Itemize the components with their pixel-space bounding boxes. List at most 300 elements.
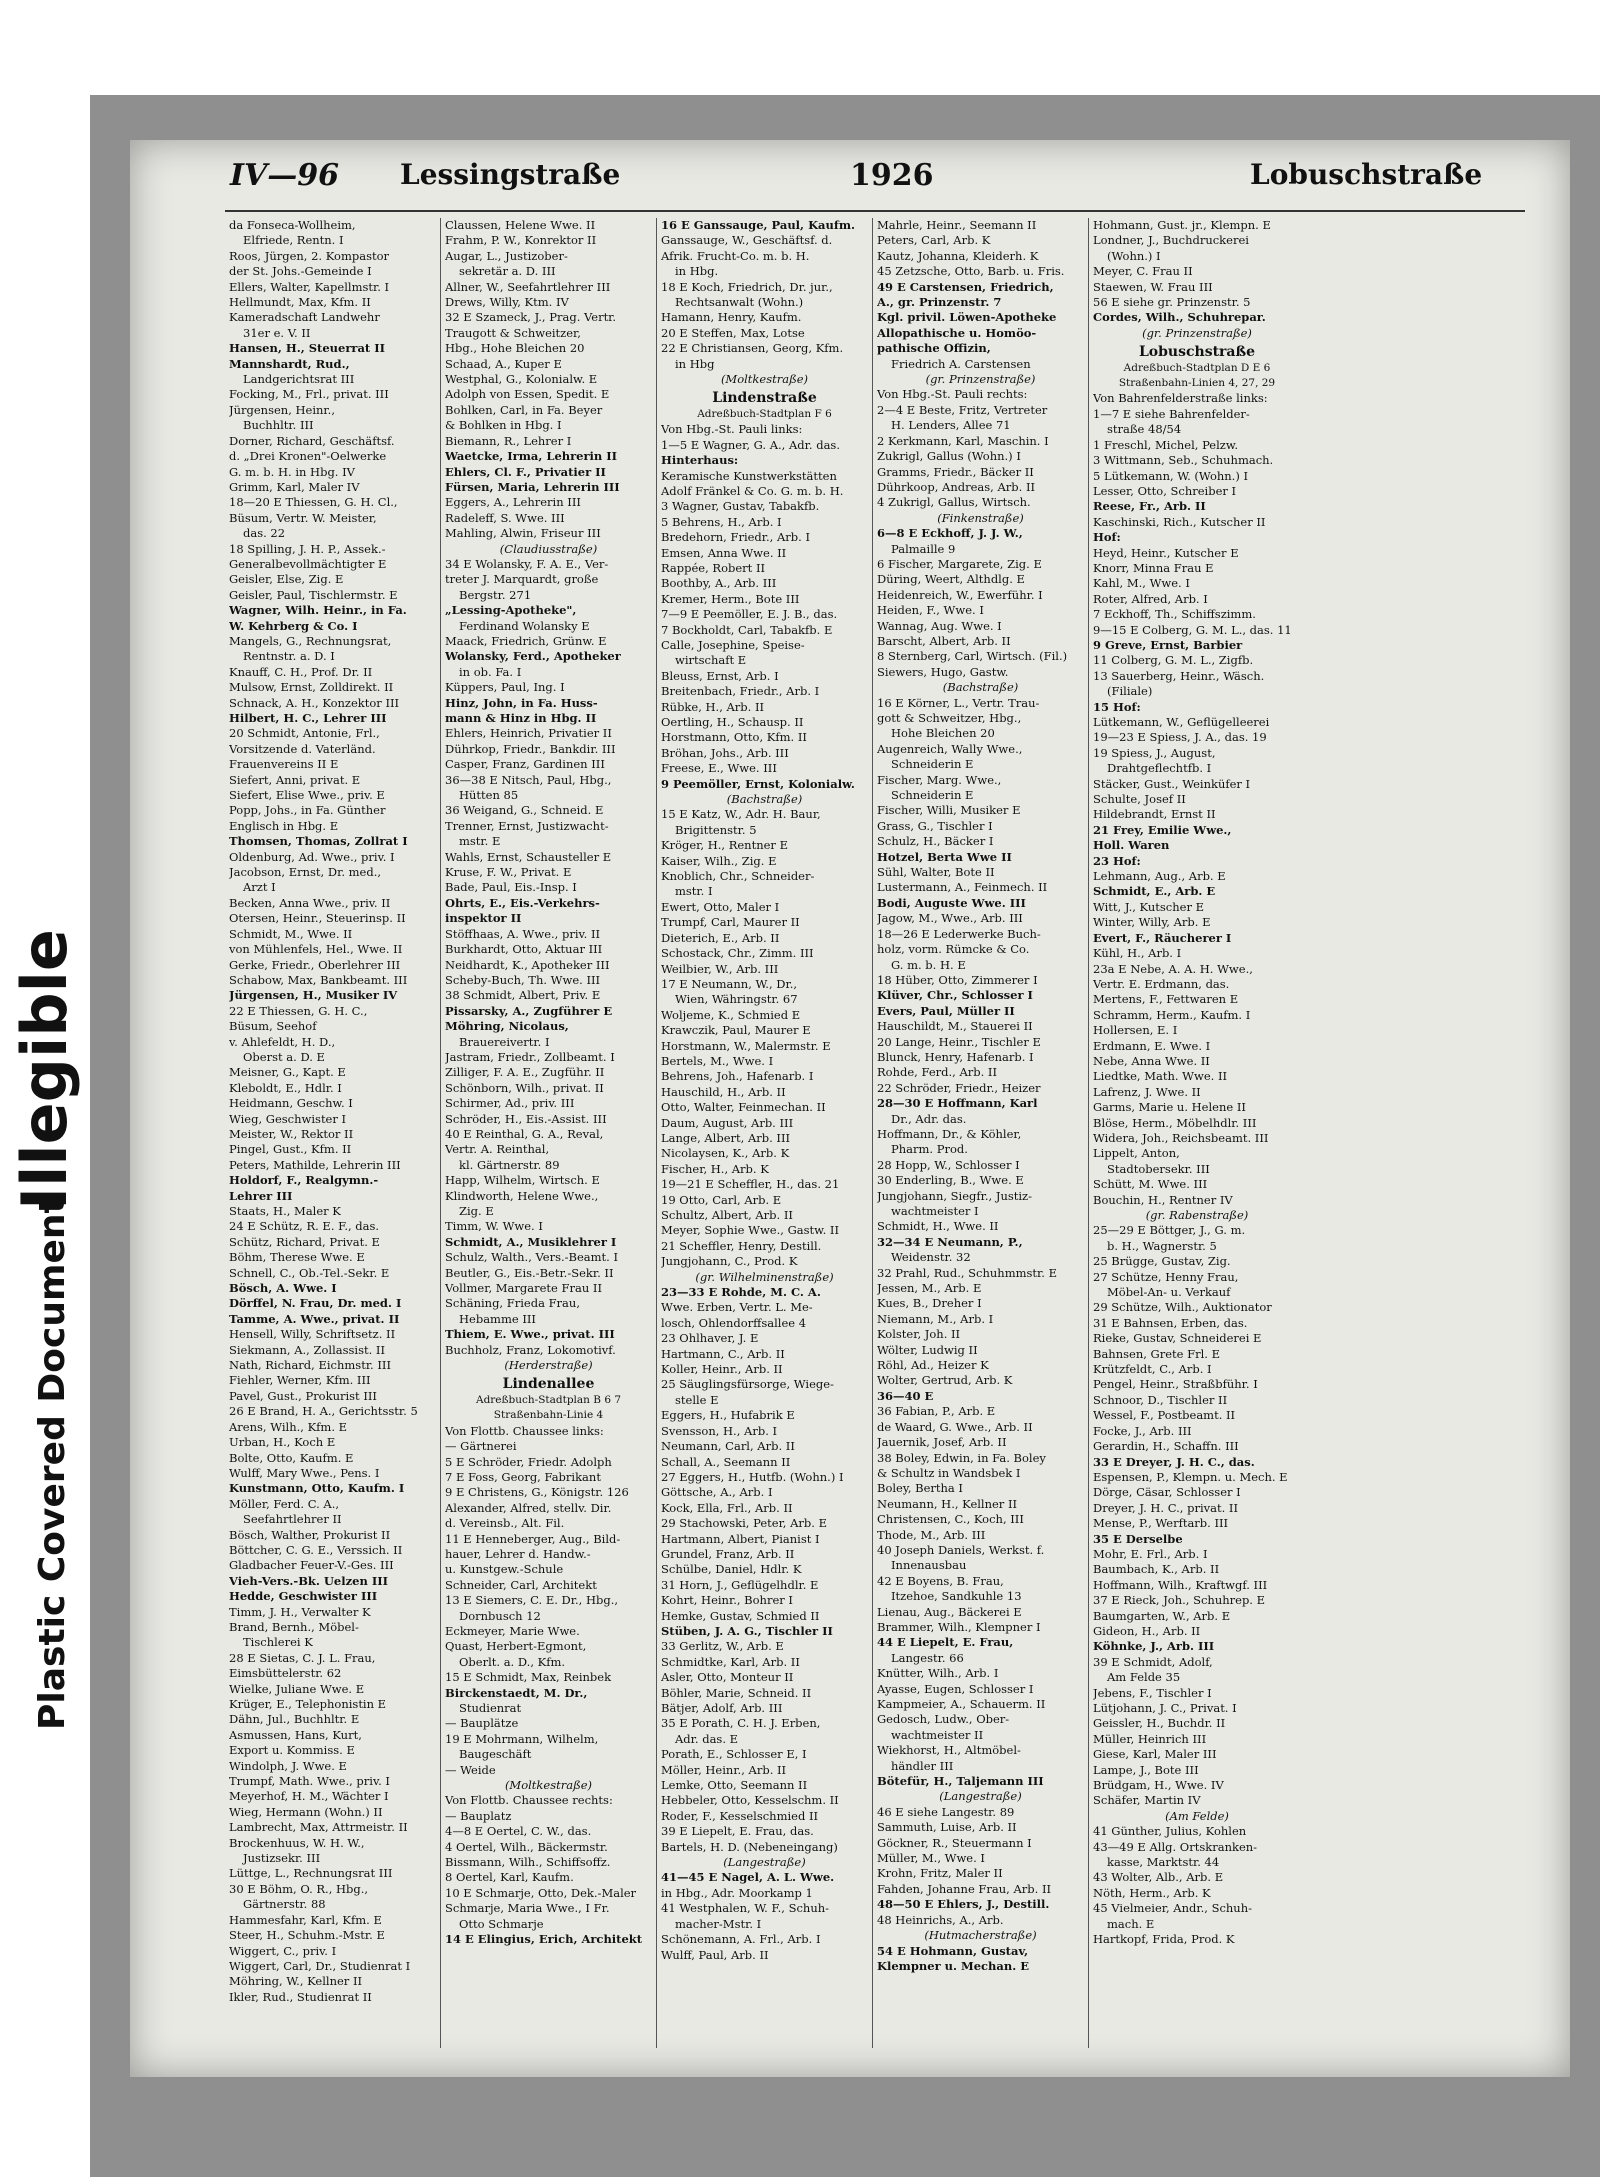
directory-entry: 7—9 E Peemöller, E. J. B., das.: [661, 607, 838, 622]
directory-entry: Ehlers, Heinrich, Privatier II: [445, 726, 612, 741]
directory-entry: Gramms, Friedr., Bäcker II: [877, 464, 1034, 479]
directory-entry: Vertr. A. Reinthal,: [445, 1142, 550, 1157]
directory-entry: Schneider, Carl, Architekt: [445, 1577, 597, 1592]
directory-entry: Bergstr. 271: [459, 587, 532, 602]
directory-entry: 25 Säuglingsfürsorge, Wiege-: [661, 1377, 834, 1392]
directory-entry: Hensell, Willy, Schriftsetz. II: [229, 1327, 396, 1342]
directory-entry: Woljeme, K., Schmied E: [661, 1007, 801, 1022]
directory-entry: Bätjer, Adolf, Arb. III: [661, 1701, 783, 1715]
directory-entry: Hbg., Hohe Bleichen 20: [445, 341, 585, 356]
directory-entry: Mense, P., Werftarb. III: [1093, 1516, 1229, 1531]
directory-entry: Adreßbuch-Stadtplan B 6 7: [475, 1393, 622, 1406]
directory-entry: Gerke, Friedr., Oberlehrer III: [229, 957, 401, 972]
directory-entry: Straßenbahn-Linien 4, 27, 29: [1118, 377, 1276, 390]
directory-entry: Wiekhorst, H., Altmöbel-: [877, 1743, 1021, 1758]
directory-entry: Jungjohann, Siegfr., Justiz-: [877, 1188, 1033, 1203]
directory-entry: 23 Ohlhaver, J. E: [661, 1331, 759, 1346]
directory-entry: Kaiser, Wilh., Zig. E: [661, 853, 777, 868]
directory-entry: Reese, Fr., Arb. II: [1093, 499, 1206, 514]
directory-entry: Schramm, Herm., Kaufm. I: [1093, 1007, 1251, 1022]
page-number: IV—96: [230, 158, 340, 193]
directory-entry: 35 E Porath, C. H. J. Erben,: [661, 1716, 821, 1731]
directory-entry: Geissler, H., Buchdr. II: [1093, 1716, 1226, 1731]
directory-entry: Lambrecht, Max, Attrmeistr. II: [229, 1820, 408, 1835]
directory-entry: 19 Spiess, J., August,: [1093, 745, 1216, 760]
directory-entry: Pharm. Prod.: [891, 1142, 968, 1157]
directory-entry: Schönemann, A. Frl., Arb. I: [661, 1932, 821, 1947]
directory-entry: da Fonseca-Wollheim,: [229, 218, 356, 232]
directory-entry: Allner, W., Seefahrtlehrer III: [445, 279, 611, 294]
directory-entry: 23a E Nebe, A. A. H. Wwe.,: [1093, 961, 1253, 976]
directory-entry: 27 Schütze, Henny Frau,: [1093, 1269, 1239, 1284]
directory-entry: pathische Offizin,: [877, 341, 991, 356]
directory-entry: Drews, Willy, Ktm. IV: [445, 295, 569, 310]
page-header: [230, 158, 1490, 206]
directory-entry: Hilbert, H. C., Lehrer III: [229, 711, 387, 725]
directory-entry: Dührkoop, Andreas, Arb. II: [877, 479, 1036, 494]
directory-entry: Boothby, A., Arb. III: [661, 576, 777, 591]
directory-entry: 29 Schütze, Wilh., Auktionator: [1093, 1300, 1272, 1315]
directory-entry: 7 Bockholdt, Carl, Tabakfb. E: [661, 622, 833, 637]
directory-entry: 7 E Foss, Georg, Fabrikant: [445, 1469, 601, 1484]
directory-entry: Hollersen, E. I: [1093, 1023, 1178, 1038]
directory-entry: Barscht, Albert, Arb. II: [877, 633, 1011, 648]
directory-entry: 36 Weigand, G., Schneid. E: [445, 803, 604, 818]
directory-entry: gott & Schweitzer, Hbg.,: [877, 711, 1022, 725]
directory-entry: Schneiderin E: [891, 788, 974, 803]
directory-entry: Adolph von Essen, Spedit. E: [445, 387, 610, 402]
directory-entry: Eggers, A., Lehrerin III: [445, 495, 581, 510]
directory-entry: Lippelt, Anton,: [1093, 1146, 1180, 1161]
directory-entry: Büsum, Seehof: [229, 1019, 317, 1034]
directory-entry: Zilliger, F. A. E., Zugführ. II: [445, 1065, 605, 1080]
directory-column: [873, 218, 1089, 2048]
directory-entry: Schmidt, H., Wwe. II: [877, 1219, 999, 1234]
directory-entry: Siefert, Anni, privat. E: [229, 772, 361, 787]
directory-entry: 31 Horn, J., Geflügelhdlr. E: [661, 1577, 819, 1592]
directory-entry: Peters, Carl, Arb. K: [877, 233, 991, 248]
street-heading: Lindenallee: [502, 1376, 595, 1393]
directory-entry: Oldenburg, Ad. Wwe., priv. I: [229, 849, 395, 864]
directory-entry: das. 22: [243, 526, 286, 541]
directory-entry: 30 Enderling, B., Wwe. E: [877, 1173, 1024, 1188]
directory-entry: 41—45 E Nagel, A. L. Wwe.: [661, 1870, 835, 1885]
directory-entry: 30 E Böhm, O. R., Hbg.,: [229, 1881, 369, 1896]
directory-entry: 7 Eckhoff, Th., Schiffszimm.: [1093, 607, 1256, 622]
directory-entry: 19—23 E Spiess, J. A., das. 19: [1093, 730, 1267, 745]
directory-entry: Müller, M., Wwe. I: [877, 1851, 985, 1866]
directory-entry: Vollmer, Margarete Frau II: [445, 1281, 602, 1296]
directory-entry: Asler, Otto, Monteur II: [661, 1670, 794, 1685]
directory-entry: Holl. Waren: [1093, 838, 1170, 853]
directory-entry: Oberst a. D. E: [243, 1049, 325, 1064]
directory-entry: Niemann, M., Arb. I: [877, 1311, 994, 1326]
directory-entry: Klempner u. Mechan. E: [877, 1958, 1029, 1973]
directory-entry: Meisner, G., Kapt. E: [229, 1065, 346, 1080]
directory-entry: 24 E Schütz, R. E. F., das.: [229, 1219, 380, 1234]
directory-entry: Schulz, Walth., Vers.-Beamt. I: [445, 1250, 619, 1265]
directory-entry: Gärtnerstr. 88: [243, 1897, 326, 1912]
directory-entry: Hoffmann, Wilh., Kraftwgf. III: [1093, 1577, 1268, 1592]
directory-entry: Jürgensen, Heinr.,: [229, 402, 335, 417]
directory-entry: Dieterich, E., Arb. II: [661, 930, 780, 945]
directory-entry: Claussen, Helene Wwe. II: [445, 218, 596, 232]
directory-entry: Hof:: [1093, 530, 1121, 545]
directory-entry: wirtschaft E: [675, 653, 747, 668]
directory-entry: Jacobson, Ernst, Dr. med.,: [229, 865, 382, 880]
directory-column: [225, 218, 441, 2048]
directory-entry: Hauschildt, M., Stauerei II: [877, 1019, 1033, 1034]
directory-entry: Bolte, Otto, Kaufm. E: [229, 1450, 354, 1465]
directory-entry: Widera, Joh., Reichsbeamt. III: [1093, 1130, 1269, 1145]
directory-entry: 37 E Rieck, Joh., Schuhrep. E: [1093, 1593, 1266, 1608]
directory-entry: Steer, H., Schuhm.-Mstr. E: [229, 1928, 385, 1943]
directory-entry: Lustermann, A., Feinmech. II: [877, 880, 1048, 895]
directory-entry: Urban, H., Koch E: [229, 1435, 336, 1450]
directory-entry: treter J. Marquardt, große: [445, 572, 599, 587]
street-heading: Lobuschstraße: [1138, 344, 1256, 361]
directory-entry: Arzt I: [243, 880, 276, 895]
directory-entry: Itzehoe, Sandkuhle 13: [891, 1589, 1022, 1604]
directory-entry: 22 Schröder, Friedr., Heizer: [877, 1080, 1041, 1095]
directory-entry: in Hbg.: [675, 264, 719, 279]
directory-entry: 18—26 E Lederwerke Buch-: [877, 926, 1041, 941]
directory-entry: Kock, Ella, Frl., Arb. II: [661, 1500, 793, 1515]
directory-entry: Evert, F., Räucherer I: [1093, 930, 1232, 945]
directory-entry: Elfriede, Rentn. I: [243, 233, 344, 248]
directory-entry: Nath, Richard, Eichmstr. III: [229, 1358, 391, 1373]
directory-entry: Mannshardt, Rud.,: [229, 356, 350, 371]
directory-entry: Wiggert, C., priv. I: [229, 1943, 337, 1958]
directory-entry: Lafrenz, J. Wwe. II: [1093, 1084, 1201, 1099]
directory-entry: 41 Westphalen, W. F., Schuh-: [661, 1901, 830, 1916]
directory-entry: 32 Prahl, Rud., Schuhmmstr. E: [877, 1265, 1057, 1280]
directory-entry: Zig. E: [459, 1204, 494, 1218]
directory-entry: Waetcke, Irma, Lehrerin II: [445, 449, 618, 464]
directory-column: [1089, 218, 1305, 2048]
directory-entry: 20 E Steffen, Max, Lotse: [661, 325, 805, 340]
illegible-overlay-label: [0, 860, 90, 1760]
directory-entry: Kohrt, Heinr., Bohrer I: [661, 1593, 793, 1608]
directory-entry: 3 Wittmann, Seb., Schuhmach.: [1093, 453, 1274, 468]
directory-entry: Wiggert, Carl, Dr., Studienrat I: [229, 1958, 411, 1973]
directory-entry: 33 E Dreyer, J. H. C., das.: [1093, 1454, 1255, 1469]
directory-entry: Böhm, Therese Wwe. E: [229, 1250, 365, 1265]
directory-entry: Bartels, H. D. (Nebeneingang): [661, 1839, 838, 1854]
directory-entry: Schultz, Albert, Arb. II: [661, 1208, 793, 1222]
directory-entry: Klindworth, Helene Wwe.,: [445, 1188, 599, 1203]
directory-entry: der St. Johs.-Gemeinde I: [229, 264, 372, 279]
directory-entry: 25—29 E Böttger, J., G. m.: [1093, 1223, 1246, 1238]
directory-entry: Krawczik, Paul, Maurer E: [661, 1023, 811, 1038]
directory-entry: Trenner, Ernst, Justizwacht-: [445, 818, 609, 833]
directory-entry: Hedde, Geschwister III: [229, 1589, 378, 1604]
directory-entry: Burkhardt, Otto, Aktuar III: [445, 942, 603, 957]
directory-entry: 15 E Katz, W., Adr. H. Baur,: [661, 807, 821, 822]
directory-entry: Krüger, E., Telephonistin E: [229, 1697, 387, 1711]
directory-entry: Witt, J., Kutscher E: [1093, 899, 1205, 914]
directory-entry: Cordes, Wilh., Schuhrepar.: [1093, 310, 1266, 325]
cross-street: (Bachstraße): [726, 792, 803, 807]
directory-entry: Krohn, Fritz, Maler II: [877, 1866, 1003, 1881]
directory-entry: 18 E Koch, Friedrich, Dr. jur.,: [661, 279, 833, 294]
directory-entry: Hartmann, Albert, Pianist I: [661, 1531, 820, 1546]
directory-entry: Siekmann, A., Zollassist. II: [229, 1342, 386, 1357]
directory-entry: Schäfer, Martin IV: [1093, 1793, 1201, 1808]
directory-entry: Siefert, Elise Wwe., priv. E: [229, 788, 385, 803]
directory-entry: Dr., Adr. das.: [891, 1111, 967, 1126]
directory-entry: Meyerhof, H. M., Wächter I: [229, 1789, 389, 1804]
directory-page: [130, 140, 1570, 2077]
directory-entry: 2—4 E Beste, Fritz, Vertreter: [877, 402, 1048, 417]
directory-entry: Wessel, F., Postbeamt. II: [1093, 1408, 1236, 1423]
directory-entry: Düring, Weert, Althdlg. E: [877, 572, 1025, 587]
directory-entry: Pingel, Gust., Kfm. II: [229, 1142, 352, 1157]
directory-entry: Schönborn, Wilh., privat. II: [445, 1080, 604, 1095]
directory-entry: Timm, J. H., Verwalter K: [229, 1604, 371, 1619]
directory-entry: Trumpf, Math. Wwe., priv. I: [229, 1774, 390, 1789]
directory-entry: 32—34 E Neumann, P.,: [877, 1234, 1023, 1249]
directory-entry: Bröhan, Johs., Arb. III: [661, 745, 789, 760]
directory-entry: Adolf Fränkel & Co. G. m. b. H.: [661, 483, 844, 498]
directory-entry: 2 Kerkmann, Karl, Maschin. I: [877, 433, 1049, 448]
directory-entry: 28 Hopp, W., Schlosser I: [877, 1157, 1020, 1172]
directory-entry: Timm, W. Wwe. I: [445, 1219, 543, 1234]
directory-entry: Rentnstr. a. D. I: [243, 649, 335, 664]
directory-entry: Liedtke, Math. Wwe. II: [1093, 1069, 1228, 1084]
directory-entry: kasse, Marktstr. 44: [1107, 1855, 1220, 1870]
directory-entry: 16 E Körner, L., Vertr. Trau-: [877, 695, 1040, 710]
directory-entry: hauer, Lehrer d. Handw.-: [445, 1546, 591, 1561]
directory-entry: Nicolaysen, K., Arb. K: [661, 1146, 790, 1161]
directory-entry: de Waard, G. Wwe., Arb. II: [877, 1419, 1033, 1434]
directory-entry: Brand, Bernh., Möbel-: [229, 1619, 359, 1634]
directory-entry: Asmussen, Hans, Kurt,: [229, 1727, 362, 1742]
directory-entry: Schaad, A., Kuper E: [445, 356, 562, 371]
directory-entry: Wolansky, Ferd., Apotheker: [445, 649, 621, 664]
directory-entry: 36—38 E Nitsch, Paul, Hbg.,: [445, 772, 612, 787]
directory-entry: 1—5 E Wagner, G. A., Adr. das.: [661, 437, 840, 452]
directory-entry: Schröder, H., Eis.-Assist. III: [445, 1111, 607, 1126]
directory-entry: Jauernik, Josef, Arb. II: [877, 1435, 1007, 1450]
directory-entry: Vieh-Vers.-Bk. Uelzen III: [229, 1573, 388, 1588]
directory-entry: mann & Hinz in Hbg. II: [445, 711, 597, 725]
directory-entry: sekretär a. D. III: [459, 264, 556, 279]
directory-entry: Lienau, Aug., Bäckerei E: [877, 1604, 1022, 1619]
directory-entry: Schmidtke, Karl, Arb. II: [661, 1654, 800, 1669]
directory-entry: 22 E Christiansen, Georg, Kfm.: [661, 341, 844, 356]
directory-entry: Baugeschäft: [459, 1747, 532, 1762]
directory-entry: Focke, J., Arb. III: [1093, 1423, 1192, 1438]
directory-entry: u. Kunstgew.-Schule: [445, 1562, 564, 1577]
directory-entry: Mahling, Alwin, Friseur III: [445, 526, 601, 541]
plastic-covered-label: Plastic Covered Document: [32, 1196, 73, 1730]
directory-entry: Roter, Alfred, Arb. I: [1093, 591, 1208, 606]
directory-entry: Fiehler, Werner, Kfm. III: [229, 1373, 371, 1388]
directory-entry: Grundel, Franz, Arb. II: [661, 1546, 795, 1561]
directory-entry: in Hbg., Adr. Moorkamp 1: [661, 1885, 813, 1900]
directory-entry: 13 E Siemers, C. E. Dr., Hbg.,: [445, 1593, 619, 1608]
directory-entry: Kgl. privil. Löwen-Apotheke: [877, 310, 1057, 325]
directory-entry: Oertling, H., Schausp. II: [661, 715, 804, 729]
directory-entry: Wulff, Paul, Arb. II: [661, 1947, 769, 1962]
directory-entry: 19 Otto, Carl, Arb. E: [661, 1192, 782, 1207]
directory-entry: 38 Boley, Edwin, in Fa. Boley: [877, 1450, 1046, 1465]
directory-entry: Schulz, H., Bäcker I: [877, 834, 994, 849]
directory-entry: Wagner, Wilh. Heinr., in Fa.: [229, 603, 407, 618]
directory-entry: Beutler, G., Eis.-Betr.-Sekr. II: [445, 1265, 614, 1280]
directory-entry: Müller, Heinrich III: [1093, 1731, 1207, 1746]
directory-entry: & Bohlken in Hbg. I: [445, 418, 562, 433]
directory-entry: Quast, Herbert-Egmont,: [445, 1639, 587, 1654]
directory-entry: Dähn, Jul., Buchhltr. E: [229, 1712, 360, 1727]
directory-entry: 45 Vielmeier, Andr., Schuh-: [1093, 1901, 1252, 1916]
directory-entry: Pavel, Gust., Prokurist III: [229, 1388, 377, 1403]
directory-entry: Kameradschaft Landwehr: [229, 310, 380, 325]
directory-entry: G. m. b. H. E: [891, 957, 966, 972]
directory-entry: Roder, F., Kesselschmied II: [661, 1808, 819, 1823]
directory-entry: Böttcher, C. G. E., Verssich. II: [229, 1542, 403, 1557]
directory-entry: Staewen, W. Frau III: [1093, 279, 1213, 294]
directory-entry: Möller, Heinr., Arb. II: [661, 1762, 787, 1777]
directory-entry: Bahnsen, Grete Frl. E: [1093, 1346, 1220, 1361]
directory-entry: Giese, Karl, Maler III: [1093, 1747, 1217, 1762]
directory-entry: Ellers, Walter, Kapellmstr. I: [229, 279, 390, 294]
directory-entry: Christensen, C., Koch, III: [877, 1512, 1024, 1527]
directory-entry: 5 E Schröder, Friedr. Adolph: [445, 1454, 612, 1469]
directory-entry: 43—49 E Allg. Ortskranken-: [1093, 1839, 1258, 1854]
directory-entry: Adreßbuch-Stadtplan D E 6: [1123, 361, 1271, 374]
directory-entry: (Wohn.) I: [1107, 248, 1161, 263]
directory-entry: Mahrle, Heinr., Seemann II: [877, 218, 1037, 232]
directory-entry: Knauff, C. H., Prof. Dr. II: [229, 664, 373, 679]
directory-entry: Vertr. E. Erdmann, das.: [1093, 976, 1230, 991]
directory-entry: Dörge, Cäsar, Schlosser I: [1093, 1485, 1241, 1500]
directory-entry: Baumbach, K., Arb. II: [1093, 1562, 1220, 1577]
directory-entry: — Bauplätze: [445, 1716, 519, 1731]
directory-entry: Schäning, Frieda Frau,: [445, 1296, 580, 1311]
directory-entry: 6—8 E Eckhoff, J. J. W.,: [877, 526, 1023, 541]
directory-entry: Schmidt, M., Wwe. II: [229, 926, 353, 941]
directory-entry: 28—30 E Hoffmann, Karl: [877, 1096, 1038, 1111]
directory-entry: stelle E: [675, 1392, 719, 1407]
directory-entry: Emsen, Anna Wwe. II: [661, 545, 787, 560]
directory-entry: Wulff, Mary Wwe., Pens. I: [229, 1465, 380, 1480]
directory-entry: Kleboldt, E., Hdlr. I: [229, 1080, 342, 1095]
directory-entry: Calle, Josephine, Speise-: [661, 637, 805, 652]
directory-entry: Lütjohann, J. C., Privat. I: [1093, 1701, 1237, 1715]
directory-entry: kl. Gärtnerstr. 89: [459, 1157, 560, 1172]
directory-entry: Hebamme III: [459, 1311, 536, 1326]
directory-entry: 4 Zukrigl, Gallus, Wirtsch.: [877, 495, 1031, 510]
directory-entry: Brauereivertr. I: [459, 1034, 550, 1049]
directory-entry: 48—50 E Ehlers, J., Destill.: [877, 1897, 1050, 1912]
cross-street: (Bachstraße): [942, 680, 1019, 695]
directory-entry: Palmaille 9: [891, 541, 956, 556]
directory-entry: Schnack, A. H., Konzektor III: [229, 695, 400, 710]
directory-entry: Rübke, H., Arb. II: [661, 699, 765, 714]
directory-entry: Knorr, Minna Frau E: [1093, 560, 1214, 575]
directory-entry: Bredehorn, Friedr., Arb. I: [661, 530, 811, 545]
directory-entry: Arens, Wilh., Kfm. E: [229, 1419, 348, 1434]
directory-entry: 33 Gerlitz, W., Arb. E: [661, 1639, 784, 1654]
directory-entry: Hütten 85: [459, 788, 519, 803]
directory-entry: Kaschinski, Rich., Kutscher II: [1093, 514, 1266, 529]
directory-entry: Jürgensen, H., Musiker IV: [229, 988, 398, 1003]
directory-entry: Bissmann, Wilh., Schiffsoffz.: [445, 1855, 611, 1870]
directory-entry: Augar, L., Justizober-: [445, 248, 568, 263]
directory-entry: 31er e. V. II: [243, 325, 311, 340]
directory-entry: Krützfeldt, C., Arb. I: [1093, 1362, 1212, 1377]
directory-entry: Göttsche, A., Arb. I: [661, 1485, 773, 1500]
directory-entry: Kampmeier, A., Schauerm. II: [877, 1697, 1046, 1711]
directory-entry: Möbel-An- u. Verkauf: [1107, 1285, 1231, 1300]
directory-entry: Heidenreich, W., Ewerführ. I: [877, 587, 1043, 602]
directory-entry: H. Lenders, Allee 71: [891, 418, 1011, 433]
directory-entry: Dornbusch 12: [459, 1608, 541, 1623]
directory-entry: in ob. Fa. I: [459, 664, 522, 679]
directory-entry: Becken, Anna Wwe., priv. II: [229, 895, 391, 910]
street-heading: Lindenstraße: [712, 390, 817, 407]
directory-entry: Kühl, H., Arb. I: [1093, 946, 1182, 961]
directory-entry: Thiem, E. Wwe., privat. III: [445, 1327, 615, 1342]
directory-entry: Alexander, Alfred, stellv. Dir.: [445, 1500, 612, 1515]
directory-entry: Siewers, Hugo, Gastw.: [877, 664, 1009, 679]
directory-entry: Von Flottb. Chaussee links:: [445, 1423, 604, 1438]
directory-entry: Kruse, F. W., Privat. E: [445, 865, 572, 880]
directory-entry: 8 Oertel, Karl, Kaufm.: [445, 1870, 574, 1885]
directory-entry: 54 E Hohmann, Gustav,: [877, 1943, 1029, 1958]
directory-entry: Straßenbahn-Linie 4: [493, 1409, 604, 1422]
directory-entry: Frauenvereins II E: [229, 757, 339, 772]
directory-entry: 56 E siehe gr. Prinzenstr. 5: [1093, 295, 1251, 310]
directory-entry: Tamme, A. Wwe., privat. II: [229, 1311, 400, 1326]
directory-entry: Lehmann, Aug., Arb. E: [1093, 869, 1226, 884]
directory-entry: Von Flottb. Chaussee rechts:: [445, 1793, 613, 1808]
directory-entry: Rohde, Ferd., Arb. II: [877, 1065, 998, 1080]
directory-entry: 39 E Liepelt, E. Frau, das.: [661, 1824, 814, 1839]
directory-entry: Wwe. Erben, Vertr. L. Me-: [661, 1300, 813, 1315]
directory-entry: Jessen, M., Arb. E: [877, 1281, 982, 1296]
directory-entry: Augenreich, Wally Wwe.,: [877, 741, 1023, 756]
directory-entry: Schostack, Chr., Zimm. III: [661, 946, 814, 961]
directory-entry: Eggers, H., Hufabrik E: [661, 1408, 795, 1423]
directory-entry: Blunck, Henry, Hafenarb. I: [877, 1049, 1034, 1064]
cross-street: (Moltkestraße): [720, 372, 809, 387]
directory-entry: 40 E Reinthal, G. A., Reval,: [445, 1126, 604, 1141]
directory-entry: d. „Drei Kronen"-Oelwerke: [229, 449, 387, 464]
directory-entry: Ferdinand Wolansky E: [459, 618, 590, 633]
directory-entry: — Weide: [445, 1762, 496, 1777]
directory-entry: Ikler, Rud., Studienrat II: [229, 1989, 372, 2004]
cross-street: (gr. Prinzenstraße): [925, 372, 1036, 387]
directory-entry: Lütkemann, W., Geflügelleerei: [1093, 715, 1270, 729]
directory-entry: Ewert, Otto, Maler I: [661, 899, 780, 914]
directory-entry: Innenausbau: [891, 1558, 967, 1573]
directory-entry: Oberlt. a. D., Kfm.: [459, 1654, 566, 1669]
directory-entry: Bouchin, H., Rentner IV: [1093, 1192, 1233, 1207]
directory-entry: 49 E Carstensen, Friedrich,: [877, 279, 1054, 294]
directory-entry: 40 Joseph Daniels, Werkst. f.: [877, 1542, 1045, 1557]
directory-entry: Jastram, Friedr., Zollbeamt. I: [445, 1049, 615, 1064]
directory-entry: 20 Schmidt, Antonie, Frl.,: [229, 726, 380, 741]
directory-entry: Erdmann, E. Wwe. I: [1093, 1038, 1211, 1053]
directory-entry: Windolph, J. Wwe. E: [229, 1758, 347, 1773]
directory-entry: 36 Fabian, P., Arb. E: [877, 1404, 996, 1419]
directory-entry: Afrik. Frucht-Co. m. b. H.: [661, 248, 810, 263]
directory-entry: Hellmundt, Max, Kfm. II: [229, 295, 371, 310]
directory-entry: 18—20 E Thiessen, G. H. Cl.,: [229, 495, 398, 510]
